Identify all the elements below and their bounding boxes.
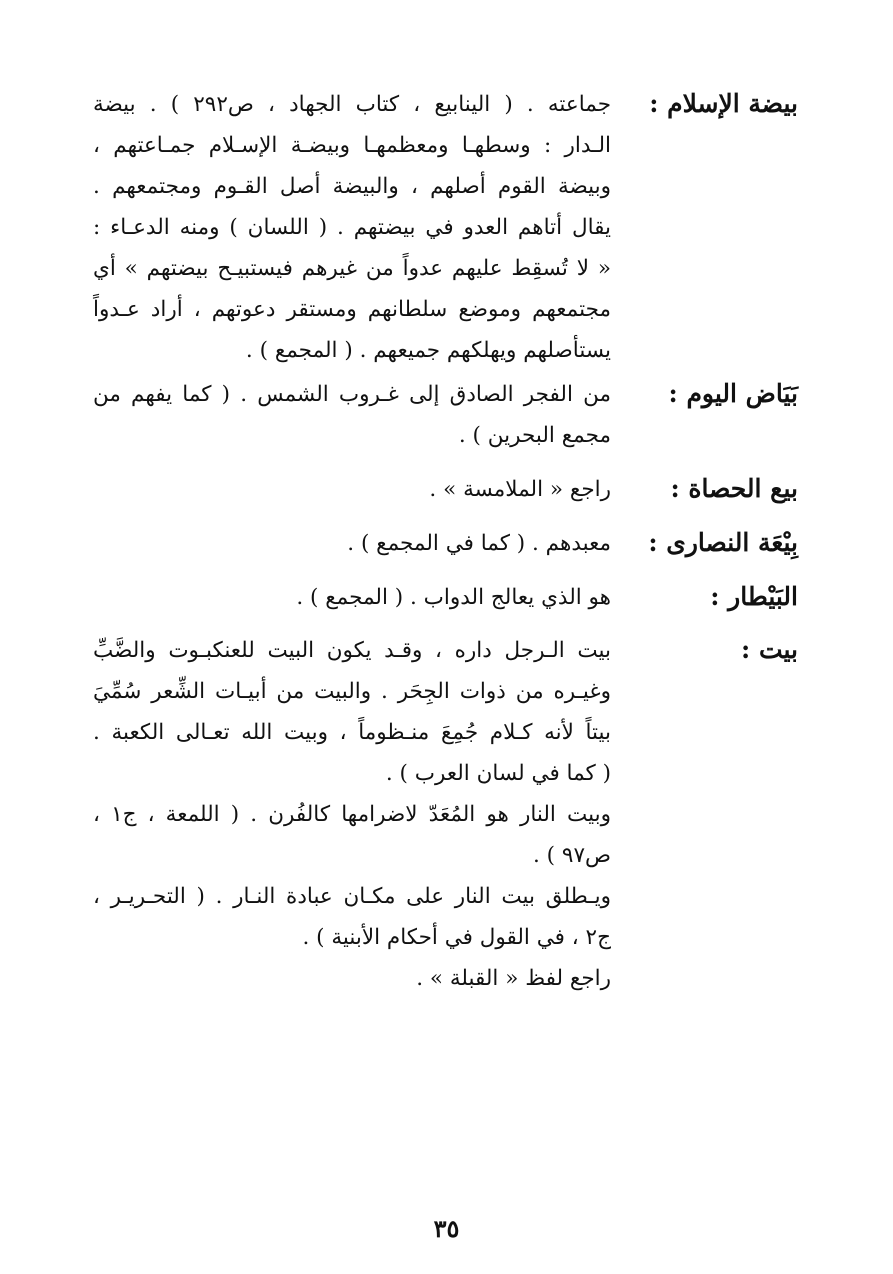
entry-definition [93,84,611,371]
definition-line: راجع لفظ « القبلة » . [416,966,611,991]
entry-term: بيت : [741,635,798,664]
definition-line: ج٢ ، في القول في أحكام الأبنية ) . [302,925,611,950]
definition-line: وبيضة القوم أصلهم ، والبيضة أصل القـوم ومجتمعهم . [93,174,611,199]
definition-line: يستأصلهم ويهلكهم جميعهم . ( المجمع ) . [245,338,611,363]
definition-line: ص٩٧ ) . [533,843,611,868]
definition-line: ويـطلق بيت النار على مكـان عبادة النـار . ( التحـريـر ، [93,884,611,909]
entry-term: بِيْعَة النصارى : [648,528,798,557]
definition-line: وبيت النار هو المُعَدّ لاضرامها كالفُرن . ( اللمعة ، ج١ ، [93,802,611,827]
page-number: ٣٥ [433,1214,460,1243]
entry-term: البَيْطار : [710,582,798,611]
definition-line: بيت الـرجل داره ، وقـد يكون البيت للعنكبـوت والضَّبِّ [93,638,611,663]
entry-definition [93,469,611,510]
definition-line: مجتمعهم وموضع سلطانهم ومستقر دعوتهم ، أراد عـدواً [93,297,611,322]
entry-definition [93,577,611,618]
definition-line: معبدهم . ( كما في المجمع ) . [347,531,611,556]
entry-term: بَيَاض اليوم : [668,379,798,408]
definition-line: بيتاً لأنه كـلام جُمِعَ منـظوماً ، وبيت الله تعـالى الكعبة . [93,720,611,745]
definition-line: مجمع البحرين ) . [458,423,611,448]
entry-definition [93,630,611,999]
definition-line: « لا تُسقِط عليهم عدواً من غيرهم فيستبيـح بيضتهم » أي [93,256,611,281]
definition-line: وغيـره من ذوات الجِحَر . والبيت من أبيـات الشِّعر سُمِّيَ [93,679,611,704]
definition-line: يقال أتاهم العدو في بيضتهم . ( اللسان ) ومنه الدعـاء : [93,215,611,240]
definition-line: هو الذي يعالج الدواب . ( المجمع ) . [296,585,611,610]
definition-line: الـدار : وسطهـا ومعظمهـا وبيضـة الإسـلام جمـاعتهم ، [93,133,611,158]
definition-line: ( كما في لسان العرب ) . [385,761,611,786]
entry-term: بيضة الإسلام : [649,89,798,118]
definition-line: من الفجر الصادق إلى غـروب الشمس . ( كما يفهم من [93,382,611,407]
entry-definition [93,523,611,564]
definition-line: راجع « الملامسة » . [429,477,611,502]
entry-term: بيع الحصاة : [670,474,798,503]
definition-line: جماعته . ( الينابيع ، كتاب الجهاد ، ص٢٩٢ ) . بيضة [93,92,611,117]
entry-definition [93,374,611,456]
